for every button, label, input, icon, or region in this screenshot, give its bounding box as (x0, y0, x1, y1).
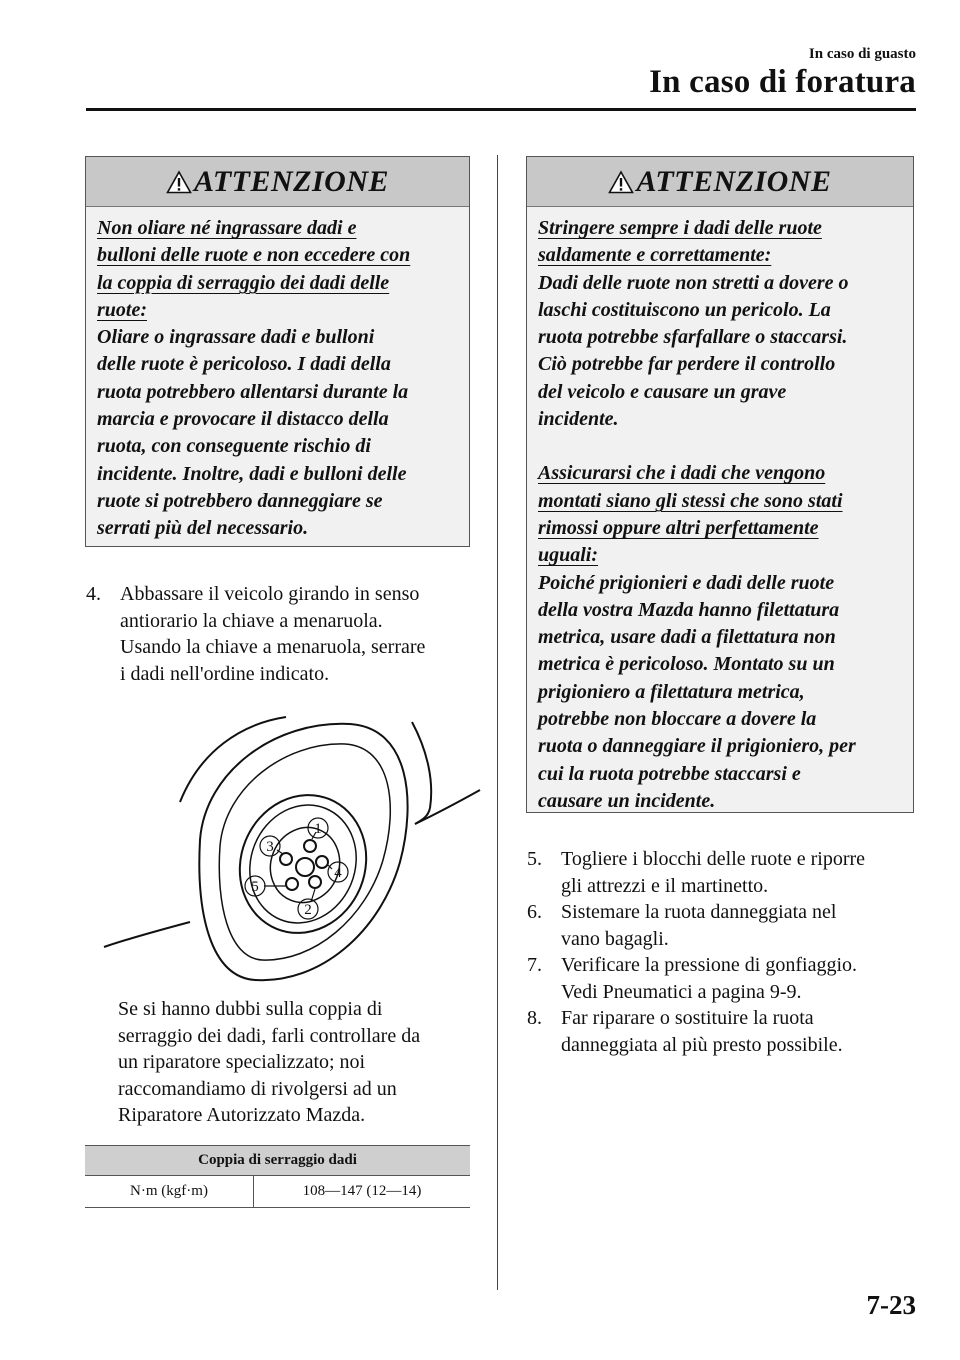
warning-line: metrica, usare dadi a filettatura non (538, 626, 836, 649)
note-line: Se si hanno dubbi sulla coppia di (118, 998, 383, 1020)
warning-line: rimossi oppure altri perfettamente (538, 516, 819, 539)
warning-line: incidente. (538, 408, 619, 431)
tire (199, 724, 407, 980)
section-title: In caso di guasto (808, 46, 916, 62)
lug-nut (286, 878, 298, 890)
lug-nut (316, 856, 328, 868)
step-line: Far riparare o sostituire la ruota (561, 1007, 814, 1029)
warning-line: bulloni delle ruote e non eccedere con (97, 244, 411, 267)
warning-triangle-icon (608, 170, 634, 194)
warning-line: saldamente e correttamente: (538, 244, 772, 267)
step-line: antiorario la chiave a menaruola. (120, 609, 383, 632)
step-line: Vedi Pneumatici a pagina 9-9. (561, 980, 802, 1003)
warning-body (86, 207, 469, 555)
lug-nut (304, 840, 316, 852)
fender-line (412, 722, 431, 808)
step-number: 6. (527, 901, 542, 923)
nut-label-2: 2 (304, 902, 312, 918)
header-rule (86, 108, 916, 111)
warning-line: Ciò potrebbe far perdere il controllo (538, 353, 836, 376)
list-item (86, 581, 476, 687)
warning-line: Assicurarsi che i dadi che vengono (538, 462, 826, 485)
warning-line: del veicolo e causare un grave (538, 380, 787, 403)
step-number: 8. (527, 1007, 542, 1029)
warning-line: ruote: (97, 298, 147, 321)
fender-line (180, 717, 286, 802)
warning-triangle-icon (166, 170, 192, 194)
step-number: 5. (527, 848, 542, 870)
note-line: un riparatore specializzato; noi (118, 1051, 366, 1073)
list-item (527, 846, 917, 899)
note-line: raccomandiamo di rivolgersi ad un (118, 1077, 397, 1100)
nut-label-1: 1 (314, 821, 322, 837)
page-number: 7-23 (866, 1290, 916, 1320)
warning-line: ruota potrebbero allentarsi durante la (97, 380, 409, 403)
warning-line: Non oliare né ingrassare dadi e (97, 217, 357, 239)
warning-header (86, 157, 469, 207)
warning-header (527, 157, 913, 207)
note-line: Riparatore Autorizzato Mazda. (118, 1104, 366, 1126)
list-item (527, 952, 917, 1005)
step-line: Abbassare il veicolo girando in senso (120, 583, 420, 605)
table-header: Coppia di serraggio dadi (85, 1146, 470, 1176)
warning-line: incidente. Inoltre, dadi e bulloni delle (97, 462, 407, 485)
warning-line: montati siano gli stessi che sono stati (538, 489, 843, 512)
warning-box-right (526, 156, 914, 813)
warning-line: laschi costituiscono un pericolo. La (538, 298, 831, 321)
warning-line: cui la ruota potrebbe staccarsi e (538, 762, 801, 785)
step-line: danneggiata al più presto possibile. (561, 1033, 843, 1056)
ground-line (104, 922, 190, 947)
warning-line: ruota, con conseguente rischio di (97, 435, 371, 458)
fender-line (415, 808, 430, 824)
nut-label-3: 3 (266, 839, 274, 855)
warning-line: ruota potrebbe sfarfallare o staccarsi. (538, 326, 848, 349)
warning-line: Poiché prigionieri e dadi delle ruote (538, 571, 835, 594)
warning-line: la coppia di serraggio dei dadi delle (97, 271, 390, 294)
warning-line: Dadi delle ruote non stretti a dovere o (538, 271, 849, 294)
page-title: In caso di foratura (649, 64, 916, 100)
warning-line: della vostra Mazda hanno filettatura (538, 598, 840, 621)
steps-5-8 (527, 846, 917, 1058)
step-4 (86, 581, 476, 687)
warning-line: marcia e provocare il distacco della (97, 408, 389, 431)
rim (219, 776, 386, 952)
nut-label-5: 5 (251, 879, 259, 895)
step-number: 7. (527, 954, 542, 976)
warning-line: metrica è pericoloso. Montato su un (538, 653, 835, 676)
list-item (527, 899, 917, 952)
warning-line: Oliare o ingrassare dadi e bulloni (97, 326, 375, 349)
center-hole (296, 858, 314, 876)
torque-note (118, 996, 478, 1129)
nut-label-4: 4 (334, 865, 342, 881)
note-line: serraggio dei dadi, farli controllare da (118, 1024, 421, 1047)
warning-line: ruote si potrebbero danneggiare se (97, 489, 383, 512)
step-line: Sistemare la ruota danneggiata nel (561, 901, 837, 923)
warning-line: causare un incidente. (538, 789, 716, 812)
warning-body (527, 207, 913, 827)
warning-box-left (85, 156, 470, 547)
warning-line: potrebbe non bloccare a dovere la (538, 708, 817, 731)
step-line: Usando la chiave a menaruola, serrare (120, 636, 426, 658)
step-line: i dadi nell'ordine indicato. (120, 662, 330, 685)
warning-line: uguali: (538, 544, 599, 567)
warning-line: ruota o danneggiare il prigioniero, per (538, 735, 856, 758)
step-line: Verificare la pressione di gonfiaggio. (561, 954, 858, 976)
step-line: vano bagagli. (561, 927, 669, 950)
step-line: gli attrezzi e il martinetto. (561, 874, 769, 897)
warning-line: Stringere sempre i dadi delle ruote (538, 217, 822, 239)
lug-nut (280, 853, 292, 865)
warning-line: delle ruote è pericoloso. I dadi della (97, 353, 391, 376)
table-cell-unit: N·m (kgf·m) (85, 1176, 254, 1208)
torque-table (85, 1145, 470, 1208)
column-divider (497, 155, 498, 1290)
step-number: 4. (86, 583, 101, 605)
lug-nut (309, 876, 321, 888)
step-line: Togliere i blocchi delle ruote e riporre (561, 848, 866, 870)
table-row (85, 1176, 470, 1208)
list-item (527, 1005, 917, 1058)
wheel-nut-order-illustration (100, 712, 485, 982)
warning-title: ATTENZIONE (193, 164, 390, 198)
warning-title: ATTENZIONE (636, 164, 832, 198)
warning-line: prigioniero a filettatura metrica, (538, 680, 805, 703)
table-cell-value: 108―147 (12―14) (254, 1176, 471, 1208)
warning-line: serrati più del necessario. (97, 517, 309, 540)
fender-line (415, 790, 480, 824)
